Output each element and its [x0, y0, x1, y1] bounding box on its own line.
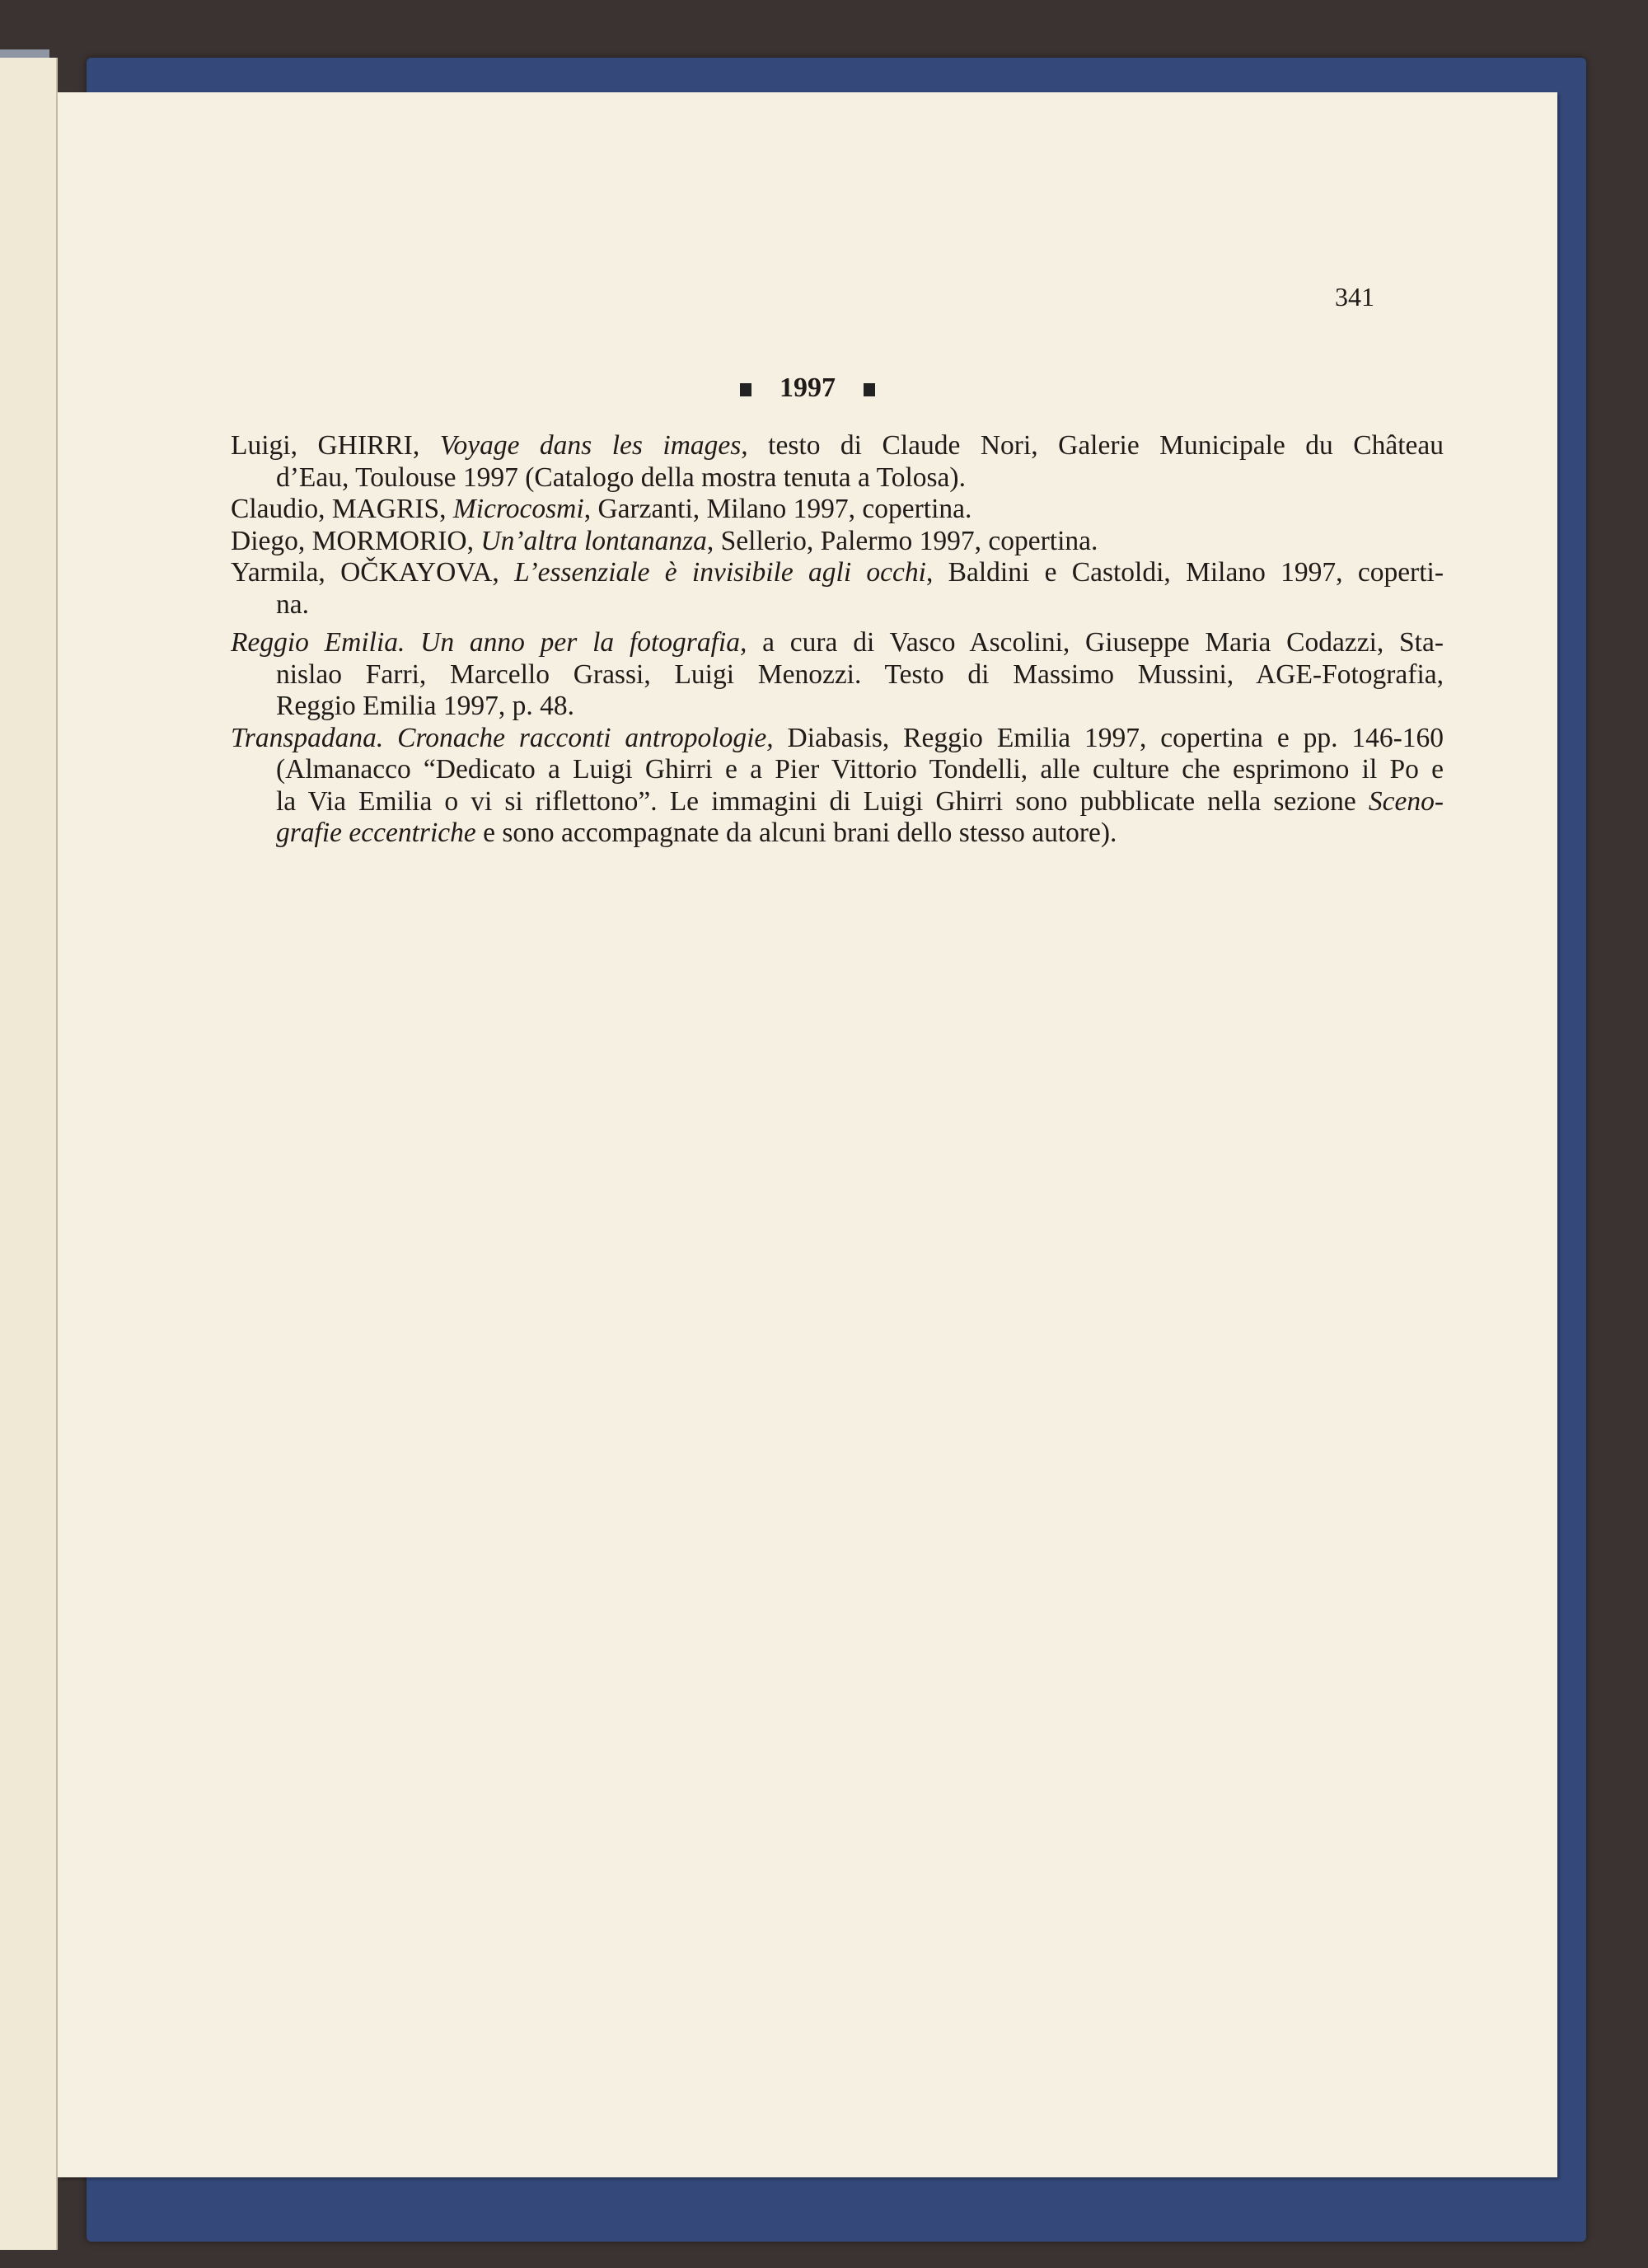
square-bullet-icon — [740, 383, 751, 396]
bibliography-entry — [231, 430, 1444, 494]
bibliography-entry — [231, 494, 1444, 526]
bibliography-entry — [231, 526, 1444, 558]
entry-text: d’Eau, Toulouse 1997 (Catalogo della mostra tenuta a Tolosa). — [276, 462, 966, 493]
square-bullet-icon — [864, 383, 875, 396]
entry-line — [231, 818, 1444, 850]
bibliography-list — [231, 430, 1444, 850]
entry-text: Claudio, MAGRIS, — [231, 494, 453, 524]
entry-line — [231, 754, 1444, 786]
entry-text: nislao Farri, Marcello Grassi, Luigi Menozzi. Testo di Massimo Mussini, AGE-Fotografia, — [276, 658, 1444, 690]
entry-line — [231, 557, 1444, 589]
bibliography-entry — [231, 627, 1444, 723]
bibliography-entry — [231, 723, 1444, 850]
entry-text: , Sellerio, Palermo 1997, copertina. — [706, 525, 1098, 556]
title-text: Transpadana. Cronache racconti antropologie, — [231, 722, 774, 753]
title-text: Un’altra lontananza — [480, 525, 707, 556]
entry-text: Reggio Emilia 1997, p. 48. — [276, 691, 574, 721]
entry-text: a cura di Vasco Ascolini, Giuseppe Maria Codazzi, Sta- — [747, 627, 1444, 658]
title-text: Reggio Emilia. Un anno per la fotografia, — [231, 627, 747, 658]
entry-text: Luigi, GHIRRI, — [231, 430, 440, 461]
title-text: Voyage dans les images, — [439, 430, 748, 461]
entry-line — [231, 659, 1444, 691]
section-heading — [58, 373, 1557, 404]
entry-text: Diego, MORMORIO, — [231, 525, 481, 556]
entry-line — [231, 723, 1444, 755]
entry-text: , Baldini e Castoldi, Milano 1997, coperti- — [925, 557, 1444, 588]
entry-text: (Almanacco “Dedicato a Luigi Ghirri e a Pier Vittorio Tondelli, alle culture che esprimono il Po e — [276, 754, 1444, 785]
section-year: 1997 — [780, 373, 836, 403]
entry-line — [231, 691, 1444, 723]
entry-line — [231, 430, 1444, 462]
bibliography-entry — [231, 557, 1444, 621]
entry-text: , Garzanti, Milano 1997, copertina. — [583, 494, 972, 524]
left-page-edge — [0, 58, 58, 2250]
entry-text: e sono accompagnate da alcuni brani dello stesso autore). — [475, 818, 1117, 848]
page-number: 341 — [1335, 282, 1374, 312]
entry-text: na. — [276, 588, 309, 620]
book-page — [58, 92, 1557, 2177]
entry-line — [231, 627, 1444, 659]
entry-text: testo di Claude Nori, Galerie Municipale du Château — [747, 430, 1444, 461]
entry-line — [231, 589, 1444, 621]
entry-line — [231, 526, 1444, 558]
entry-text: Yarmila, OČKAYOVA, — [231, 557, 515, 588]
title-text: grafie eccentriche — [276, 818, 476, 848]
entry-line — [231, 786, 1444, 818]
entry-text: la Via Emilia o vi si riflettono”. Le immagini di Luigi Ghirri sono pubblicate nella sezione — [276, 785, 1369, 817]
entry-line — [231, 462, 1444, 494]
entry-line — [231, 494, 1444, 526]
title-text: Microcosmi — [452, 494, 584, 524]
title-text: Sceno- — [1368, 785, 1444, 817]
entry-text: Diabasis, Reggio Emilia 1997, copertina e pp. 146-160 — [773, 722, 1444, 753]
title-text: L’essenziale è invisibile agli occhi — [514, 557, 926, 588]
